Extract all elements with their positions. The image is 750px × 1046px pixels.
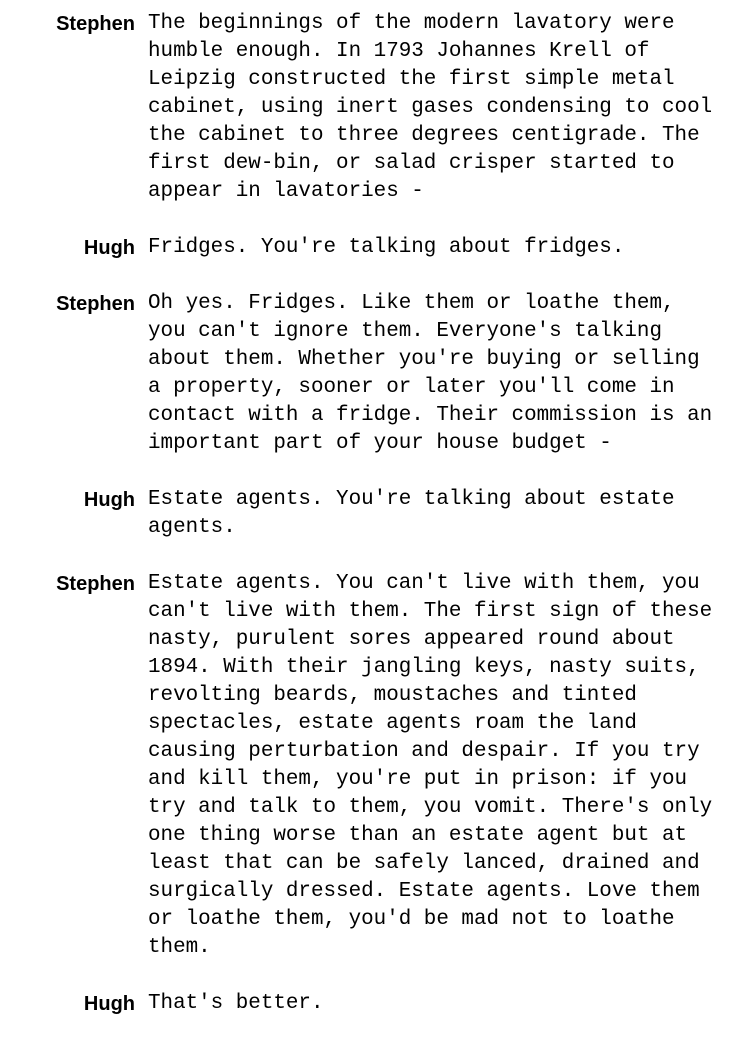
dialogue-line: a property, sooner or later you'll come in [148, 376, 675, 399]
dialogue-turn [0, 570, 750, 962]
dialogue-line: nasty, purulent sores appeared round about [148, 628, 675, 651]
dialogue-line: the cabinet to three degrees centigrade. The [148, 124, 700, 147]
dialogue-line: about them. Whether you're buying or selling [148, 348, 700, 371]
dialogue-line: revolting beards, moustaches and tinted [148, 684, 637, 707]
dialogue-line: them. [148, 936, 211, 959]
dialogue-line: appear in lavatories - [148, 180, 424, 203]
dialogue-line: contact with a fridge. Their commission is an [148, 404, 713, 427]
dialogue-line: Estate agents. You can't live with them, you [148, 572, 700, 595]
dialogue-line: try and talk to them, you vomit. There's only [148, 796, 713, 819]
dialogue-line: Fridges. You're talking about fridges. [148, 236, 625, 259]
speaker-name: Stephen [56, 573, 135, 595]
dialogue-line: first dew-bin, or salad crisper started to [148, 152, 675, 175]
dialogue-turn [0, 990, 750, 1018]
script-dialogue [0, 10, 750, 1046]
dialogue-turn [0, 234, 750, 262]
dialogue-line: and kill them, you're put in prison: if you [148, 768, 688, 791]
dialogue-line: one thing worse than an estate agent but at [148, 824, 688, 847]
dialogue-text [148, 990, 750, 1018]
speaker-name: Stephen [56, 293, 135, 315]
speaker-name: Hugh [83, 993, 135, 1015]
dialogue-line: The beginnings of the modern lavatory were [148, 12, 675, 35]
dialogue-line: That's better. [148, 992, 324, 1015]
dialogue-line: Oh yes. Fridges. Like them or loathe them, [148, 292, 675, 315]
dialogue-line: 1894. With their jangling keys, nasty suits, [148, 656, 700, 679]
dialogue-text [148, 10, 750, 206]
dialogue-text [148, 486, 750, 542]
speaker-name: Stephen [56, 13, 135, 35]
dialogue-text [148, 234, 750, 262]
dialogue-line: Estate agents. You're talking about estate [148, 488, 675, 511]
dialogue-line: humble enough. In 1793 Johannes Krell of [148, 40, 650, 63]
dialogue-text [148, 570, 750, 962]
dialogue-line: surgically dressed. Estate agents. Love them [148, 880, 700, 903]
dialogue-text [148, 290, 750, 458]
dialogue-line: causing perturbation and despair. If you try [148, 740, 700, 763]
dialogue-line: you can't ignore them. Everyone's talking [148, 320, 662, 343]
dialogue-turn [0, 10, 750, 206]
dialogue-line: least that can be safely lanced, drained and [148, 852, 700, 875]
speaker-name: Hugh [83, 489, 135, 511]
dialogue-line: agents. [148, 516, 236, 539]
speaker-name: Hugh [83, 237, 135, 259]
dialogue-turn [0, 486, 750, 542]
dialogue-line: spectacles, estate agents roam the land [148, 712, 637, 735]
dialogue-line: important part of your house budget - [148, 432, 612, 455]
dialogue-line: or loathe them, you'd be mad not to loathe [148, 908, 675, 931]
dialogue-line: cabinet, using inert gases condensing to cool [148, 96, 713, 119]
dialogue-line: Leipzig constructed the first simple metal [148, 68, 675, 91]
dialogue-turn [0, 290, 750, 458]
dialogue-line: can't live with them. The first sign of these [148, 600, 713, 623]
